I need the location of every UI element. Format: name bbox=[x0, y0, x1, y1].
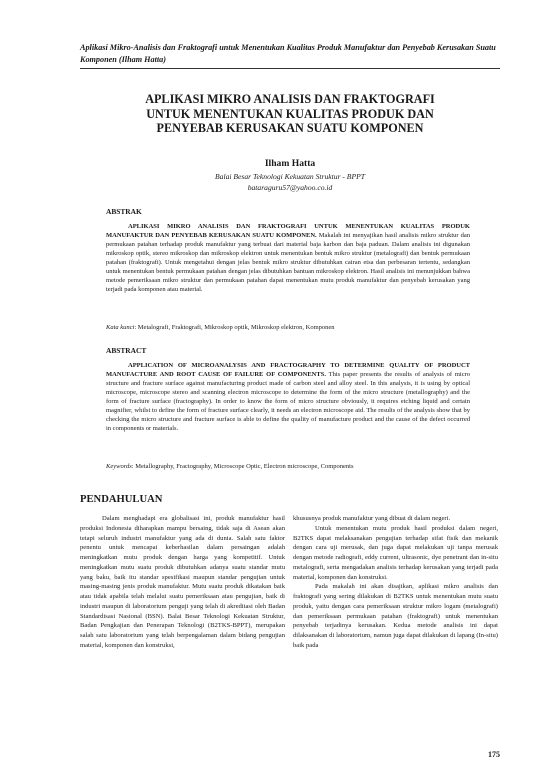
paragraph: Untuk menentukan mutu produk hasil produksi dalam negeri, B2TKS dapat melaksanakan pengujian terhadap sifat fisik dan mekanik dengan cara uji merusak, dan juga dapat melakukan uji tanpa merusak dengan metode radiografi, eddy current, ultrasonic, dye penetrant dan in-situ metalografi, serta mengadakan analisis terhadap kerusakan yang terjadi pada material, komponen dan konstruksi. bbox=[293, 524, 498, 581]
abstract-text: This paper presents the results of analysis of micro structure and fracture surface against manufacturing product made of carbon steel and alloy steel. In this analysis, it is using by optical microscope, microscope stereo and scanning electron microscope to determine the form of the micro structure (metallography) and the form of fracture surface (fractography). In order to know the form of micro structure obviously, it requires etching liquid and certain magnifier, whilst to define the form of fracture surface clearly, it needs an electron microscope aid. The results of the analysis show that by checking the micro structure and fracture surface is able to define the quality of manufacture product and the cause of the defect occurred in components or materials. bbox=[106, 371, 470, 433]
abstract-body bbox=[106, 361, 470, 433]
right-column bbox=[293, 514, 498, 651]
keywords bbox=[106, 462, 470, 471]
abstrak-heading: ABSTRAK bbox=[106, 207, 142, 216]
title-line: APLIKASI MIKRO ANALISIS DAN FRAKTOGRAFI bbox=[145, 92, 435, 106]
kata-kunci-label: Kata kunci bbox=[106, 324, 135, 331]
abstract-heading: ABSTRACT bbox=[106, 346, 147, 355]
page-number: 175 bbox=[488, 750, 500, 759]
paper-title bbox=[80, 92, 500, 136]
author-name: Ilham Hatta bbox=[264, 158, 316, 169]
left-column bbox=[80, 514, 285, 651]
running-head: Aplikasi Mikro-Analisis dan Fraktografi untuk Menentukan Kualitas Produk Manufaktur dan Penyebab Kerusakan Suatu Komponen (Ilham Hatta) bbox=[80, 43, 496, 64]
keywords-label: Keywords bbox=[106, 463, 132, 470]
abstract-lead: APPLICATION OF MICROANALYSIS AND FRACTOGRAPHY TO DETERMINE QUALITY OF PRODUCT MANUFACTURE AND ROOT CAUSE OF FAILURE OF COMPONENTS. bbox=[106, 362, 470, 379]
abstrak-text: Makalah ini menyajikan hasil analisis mikro struktur dan permukaan patahan terhadap produk manufaktur yang terbuat dari material baja karbon dan baja paduan. Dalam analisis ini digunakan mikroskop optik, stereo mikroskop dan mikroskop elektron untuk menentukan bentuk mikro struktur (metalografi) dan bentuk permukaan patahan (fraktografi). Untuk mengetahui dengan jelas bentuk mikro struktur dibutuhkan cairan etsa dan perbesaran tertentu, sedangkan untuk menentukan bentuk permukaan patahan dengan jelas dibutuhkan bantuan mikroskop elektron. Hasil analisis ini menunjukkan bahwa metode pemeriksaan mikro struktur dan permukaan patahan dapat menentukan mutu produk manufaktur dan penyebab kerusakan yang terjadi pada komponen atau material. bbox=[106, 232, 470, 294]
paragraph: Dalam menghadapi era globalisasi ini, produk manufaktur hasil produksi Indonesia diharapkan mampu bersaing, tidak saja di Asean akan tetapi seluruh industri manufaktur yang ada di dunia. Salah satu faktor penentu untuk mencapai keberhasilan dalam persaingan adalah meningkatkan mutu produk dengan harga yang kompetitif. Untuk meningkatkan mutu suatu produk dibutuhkan adanya suatu standar mutu yang baku, baik itu standar spesifikasi maupun standar pengujian untuk masing-masing jenis produk manufaktur. Mutu suatu produk dikatakan baik atau tidak apabila telah melalui suatu pemeriksaan atau pengujian, baik di industri maupun di laboratorium penguji yang telah di akreditasi oleh Badan Standardisasi Nasional (BSN). Balai Besar Teknologi Kekuatan Struktur, Badan Pengkajian dan Penerapan Teknologi (B2TKS-BPPT), merupakan salah satu laboratorium yang telah berpengalaman dalam bidang pengujian material, komponen dan konstruksi, bbox=[80, 515, 285, 649]
title-line: UNTUK MENENTUKAN KUALITAS PRODUK DAN bbox=[146, 106, 434, 121]
kata-kunci bbox=[106, 323, 470, 332]
section-heading: PENDAHULUAN bbox=[80, 494, 163, 505]
affiliation: Balai Besar Teknologi Kekuatan Struktur - BPPT bbox=[215, 172, 365, 181]
title-line: PENYEBAB KERUSAKAN SUATU KOMPONEN bbox=[156, 121, 424, 136]
author-affiliation bbox=[80, 172, 500, 194]
abstrak-body bbox=[106, 222, 470, 294]
paragraph: khususnya produk manufaktur yang dibuat di dalam negeri. bbox=[293, 515, 451, 522]
abstrak-lead: APLIKASI MIKRO ANALISIS DAN FRAKTOGRAFI UNTUK MENENTUKAN KUALITAS PRODUK MANUFAKTUR DAN PENYEBAB KERUSAKAN SUATU KOMPONEN. bbox=[106, 223, 470, 240]
keywords-text: : Metallography, Fractography, Microscope Optic, Electron microscope, Components bbox=[131, 463, 354, 470]
kata-kunci-text: : Metalografi, Fraktografi, Mikroskop optik, Mikroskop elektron, Komponen bbox=[134, 324, 335, 331]
header-rule bbox=[80, 68, 500, 69]
paragraph: Pada makalah ini akan disajikan, aplikasi mikro analisis dan fraktografi yang sering dilakukan di B2TKS untuk menentukan mutu suatu produk, yaitu dengan cara pemeriksaan struktur mikro logam (metalografi) dan pemeriksaan permukaan patahan (fraktografi) untuk menentukan penyebab terjadinya kerusakan. Kedua metode analisis ini dapat dilaksanakan di laboratorium, namun juga dapat dilakukan di lapang (In-situ) baik pada bbox=[293, 583, 498, 649]
email: bataraguru57@yahoo.co.id bbox=[247, 182, 333, 192]
